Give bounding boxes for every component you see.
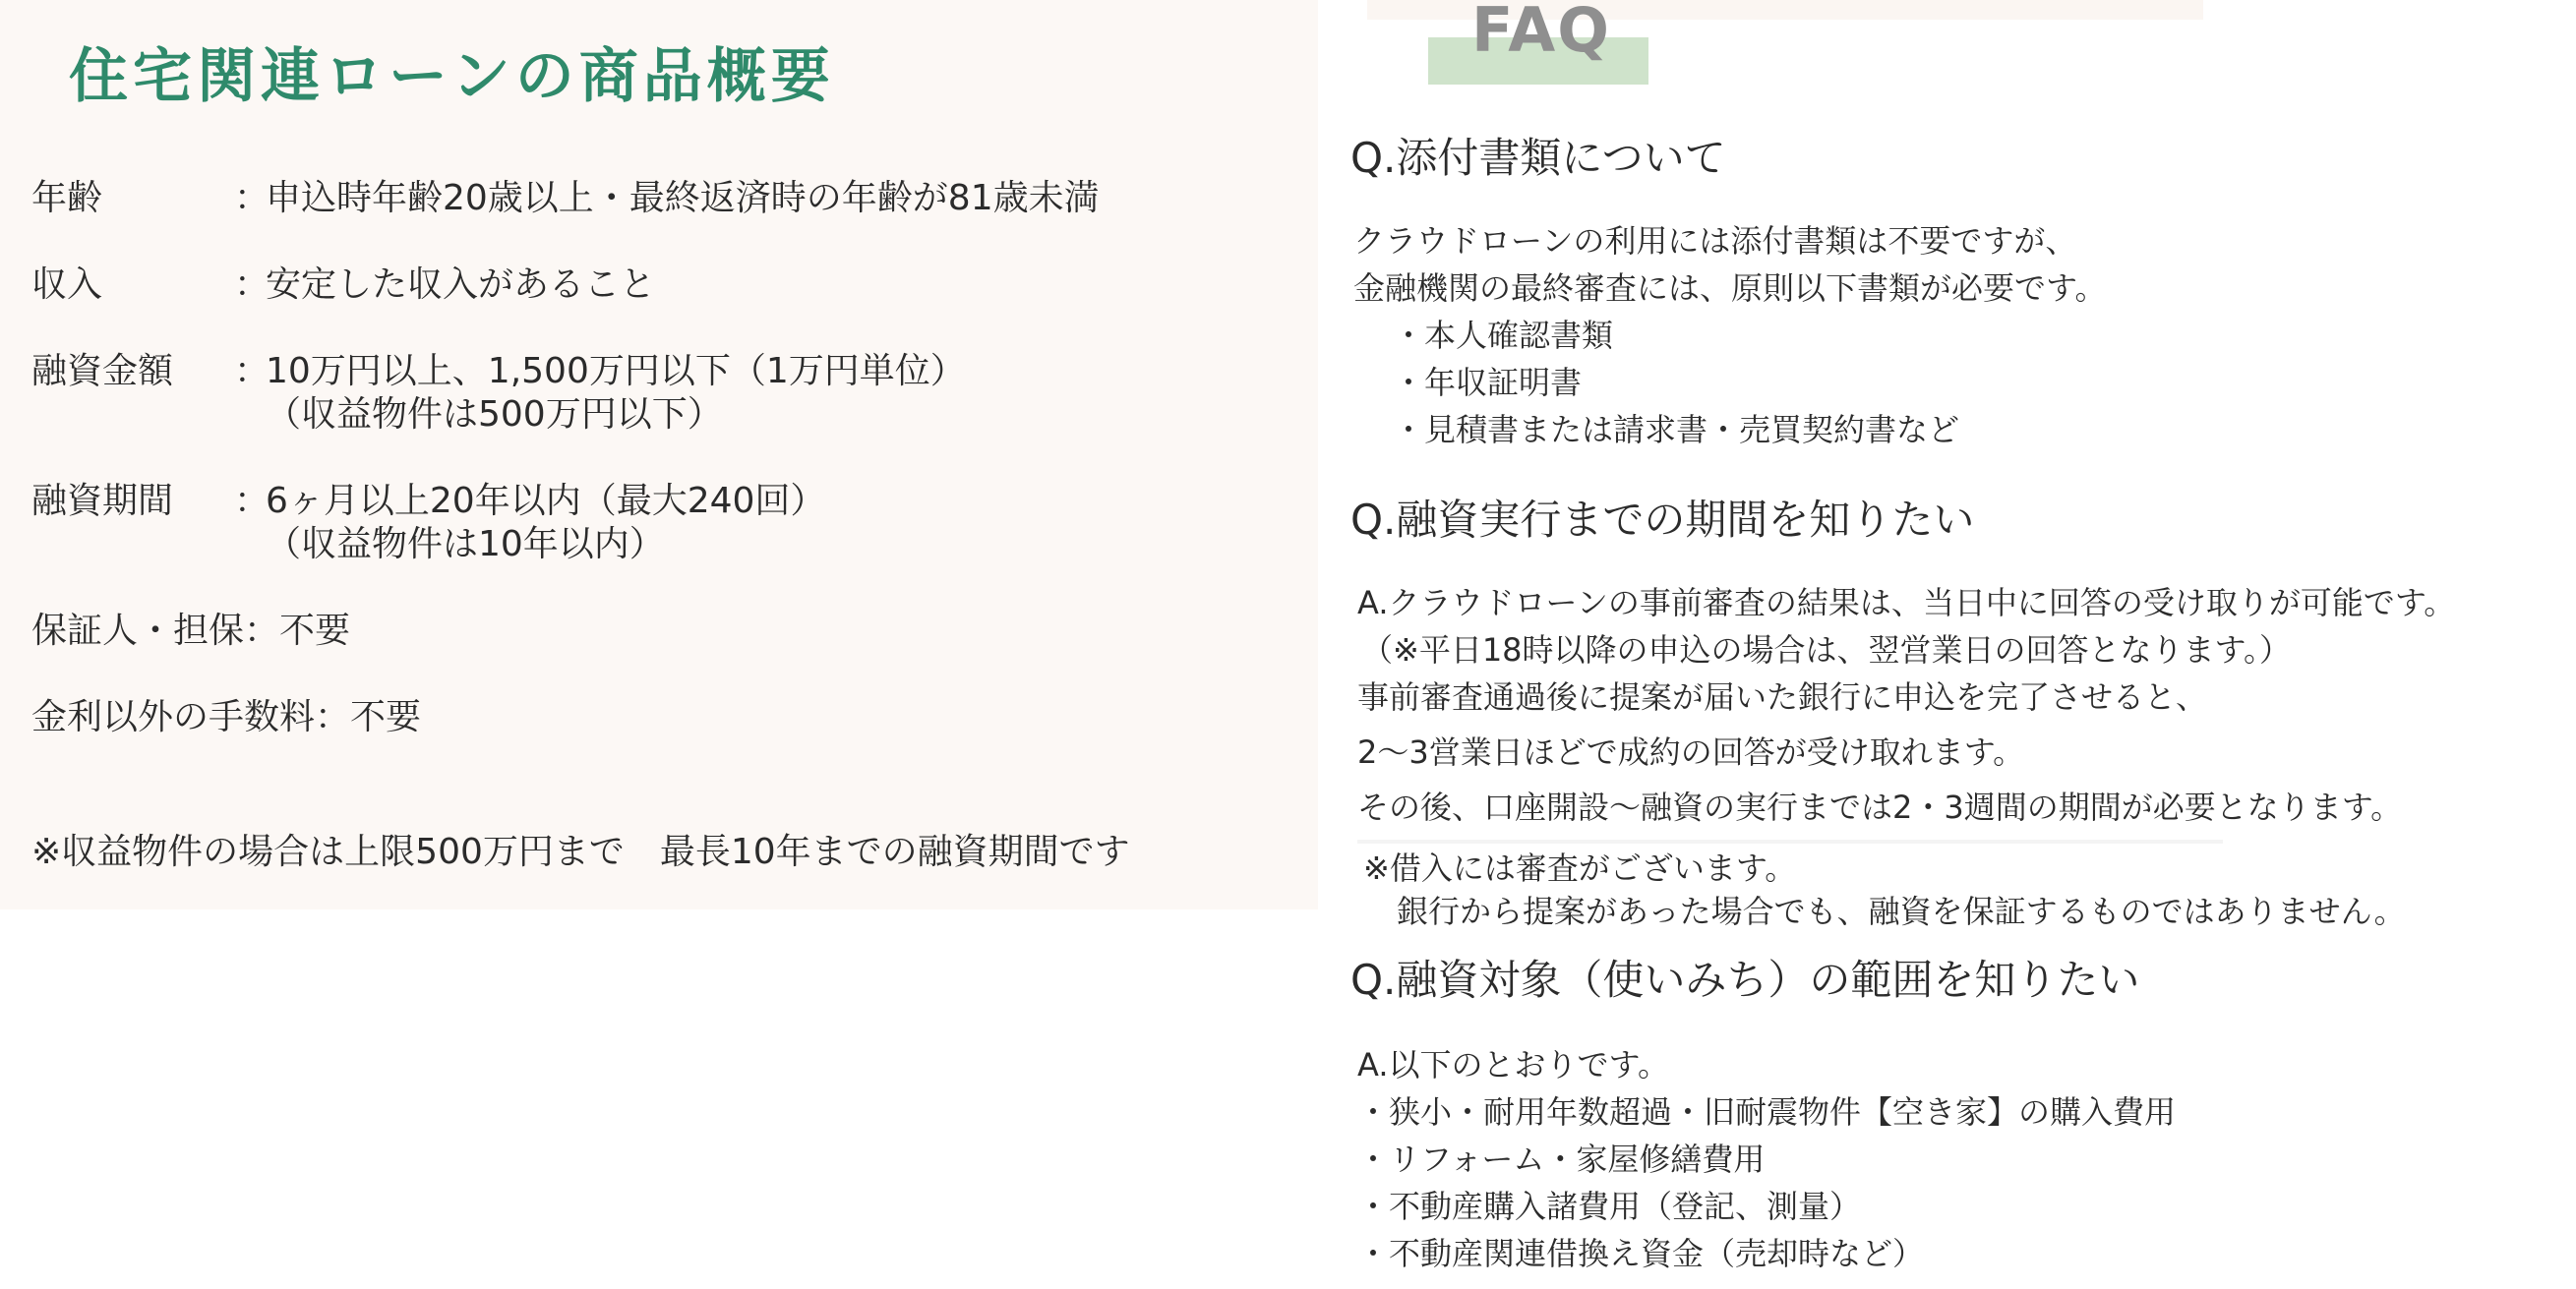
spec-text: 保証人・担保：不要 <box>31 611 351 651</box>
faq-answer-line: 銀行から提案があった場合でも、融資を保証するものではありません。 <box>1397 893 2406 930</box>
spec-text: 金利以外の手数料：不要 <box>31 697 422 737</box>
faq-question-attachments: Q.添付書類について <box>1350 134 1726 182</box>
spec-label: 収入 <box>31 264 103 305</box>
faq-answer-line: A.以下のとおりです。 <box>1357 1046 1669 1084</box>
faq-answer-line: A.クラウドローンの事前審査の結果は、当日中に回答の受け取りが可能です。 <box>1357 584 2456 621</box>
faq-answer-line: クラウドローンの利用には添付書類は不要ですが、 <box>1353 222 2077 260</box>
faq-answer-line: 事前審査通過後に提案が届いた銀行に申込を完了させると、 <box>1357 678 2208 716</box>
spec-colon: ： <box>234 351 270 391</box>
spec-label: 年齢 <box>31 178 103 218</box>
faq-title: FAQ <box>1471 0 1611 66</box>
faq-answer-line: 2〜3営業日ほどで成約の回答が受け取れます。 <box>1357 733 2025 771</box>
spec-value: 安定した収入があること <box>266 264 656 305</box>
faq-answer-line: 金融機関の最終審査には、原則以下書類が必要です。 <box>1353 269 2107 307</box>
faq-answer-line: ・不動産購入諸費用（登記、測量） <box>1357 1188 1862 1225</box>
faq-answer-line: ・狭小・耐用年数超過・旧耐震物件【空き家】の購入費用 <box>1357 1093 2177 1131</box>
faq-question-period: Q.融資実行までの期間を知りたい <box>1350 496 1975 544</box>
faq-answer-line: ※借入には審査がございます。 <box>1363 850 1797 887</box>
income-property-note: ※収益物件の場合は上限500万円まで 最長10年までの融資期間です <box>31 832 1130 872</box>
spec-value: 申込時年齢20歳以上・最終返済時の年齢が81歳未満 <box>266 178 1100 218</box>
faq-answer-line: （※平日18時以降の申込の場合は、翌営業日の回答となります。） <box>1361 631 2291 669</box>
faq-answer-line: ・不動産関連借換え資金（売却時など） <box>1357 1235 1925 1272</box>
faq-answer-line: その後、口座開設〜融資の実行までは2・3週間の期間が必要となります。 <box>1357 789 2403 826</box>
spec-subvalue: （収益物件は10年以内） <box>266 524 665 564</box>
loan-overview-panel <box>0 0 1318 909</box>
spec-value: 10万円以上、1,500万円以下（1万円単位） <box>266 351 966 391</box>
faq-answer-line: ・年収証明書 <box>1393 364 1583 401</box>
spec-value: 6ヶ月以上20年以内（最大240回） <box>266 481 826 521</box>
spec-colon: ： <box>234 481 270 521</box>
loan-overview-title: 住宅関連ローンの商品概要 <box>69 42 835 111</box>
faq-answer-line: ・本人確認書類 <box>1393 317 1614 354</box>
spec-label: 融資期間 <box>31 481 174 521</box>
spec-colon: ： <box>234 264 270 305</box>
spec-subvalue: （収益物件は500万円以下） <box>266 394 723 435</box>
spec-label: 融資金額 <box>31 351 174 391</box>
faq-answer-line: ・リフォーム・家屋修繕費用 <box>1357 1141 1766 1178</box>
spec-colon: ： <box>234 178 270 218</box>
faq-question-usage: Q.融資対象（使いみち）の範囲を知りたい <box>1350 956 2140 1004</box>
faq-answer-line: ・見積書または請求書・売買契約書など <box>1393 411 1960 448</box>
